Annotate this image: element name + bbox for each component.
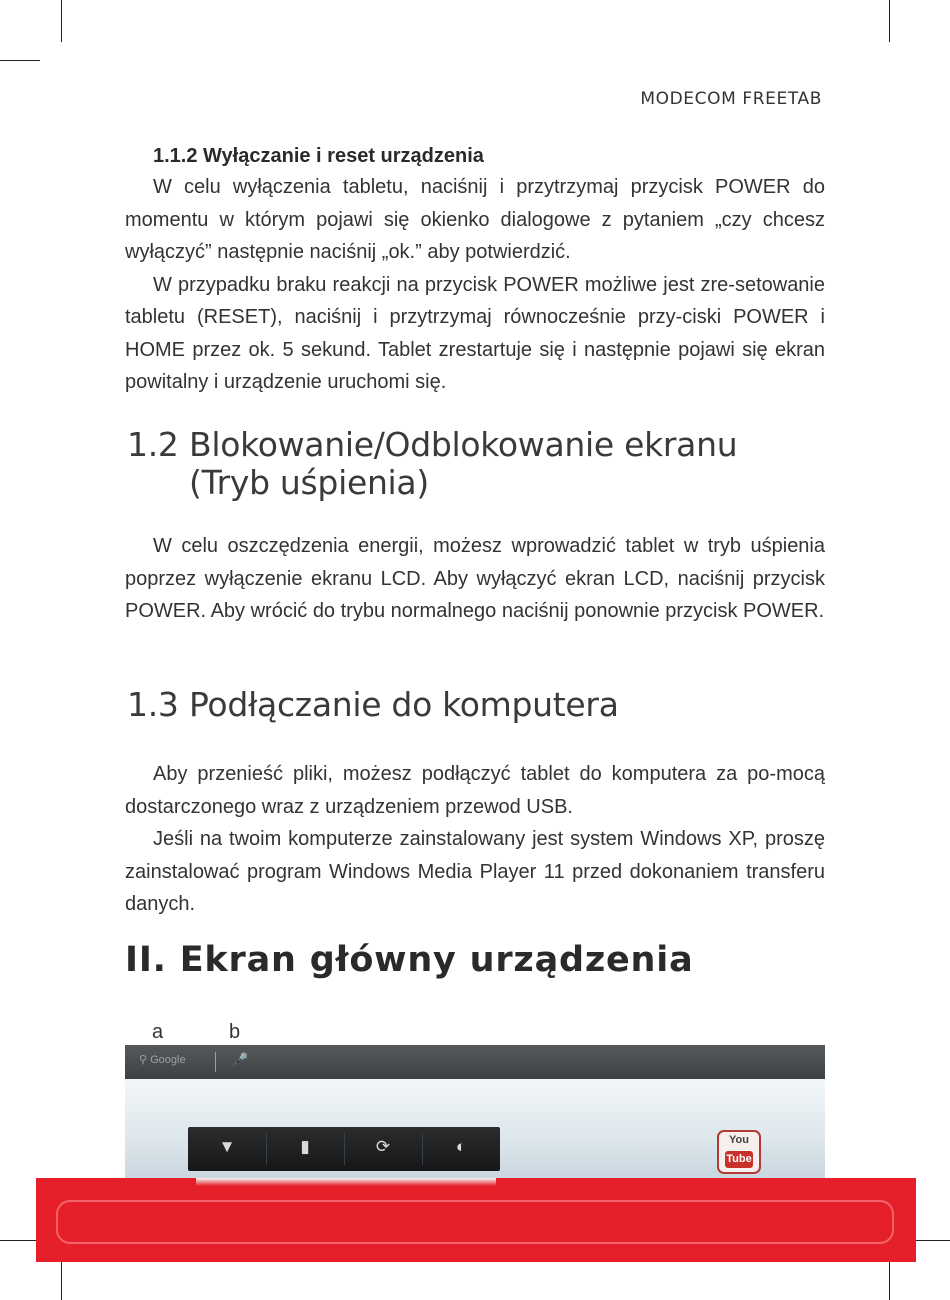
quick-settings-bar	[188, 1127, 500, 1171]
section-body-1-3	[125, 758, 825, 921]
divider	[215, 1052, 216, 1072]
sync-icon: ⟳	[375, 1137, 391, 1156]
footer-frame	[56, 1200, 894, 1244]
crop-mark	[889, 1258, 890, 1300]
crop-mark	[61, 1258, 62, 1300]
chapter-heading: II. Ekran główny urządzenia	[125, 940, 694, 980]
crop-mark	[0, 1240, 40, 1241]
section-heading-1-2	[127, 426, 737, 502]
footer-notch	[196, 1178, 496, 1186]
paragraph: W celu wyłączenia tabletu, naciśnij i przytrzymaj przycisk POWER do momentu w którym pojawi się okienko dialogowe z pytaniem „czy chcesz wyłączyć” następnie naciśnij „ok.” aby potwierdzić.	[125, 176, 825, 263]
section-title: Podłączanie do komputera	[189, 685, 619, 724]
search-icon: ⚲	[139, 1054, 148, 1066]
paragraph: Jeśli na twoim komputerze zainstalowany jest system Windows XP, proszę zainstalować program Windows Media Player 11 przed dokonaniem transferu danych.	[125, 828, 825, 915]
youtube-icon-text: You	[729, 1134, 749, 1146]
paragraph: Aby przenieść pliki, możesz podłączyć tablet do komputera za po-mocą dostarczonego wraz z urządzeniem przewod USB.	[125, 763, 825, 818]
subsection-body	[125, 171, 825, 399]
youtube-icon	[717, 1130, 761, 1174]
section-number: 1.3	[127, 685, 179, 724]
footer-band	[36, 1178, 916, 1262]
paragraph: W celu oszczędzenia energii, możesz wprowadzić tablet w tryb uśpienia poprzez wyłączenie ekranu LCD. Aby wyłączyć ekran LCD, naciśnij przycisk POWER. Aby wrócić do trybu normalnego naciśnij ponownie przycisk POWER.	[125, 535, 825, 622]
section-heading-1-3	[127, 686, 619, 724]
brightness-icon: ◐	[455, 1137, 467, 1156]
section-number: 1.2	[127, 425, 179, 464]
section-title: Blokowanie/Odblokowanie ekranu	[189, 425, 738, 464]
crop-mark	[889, 0, 890, 42]
crop-mark	[0, 60, 40, 61]
youtube-icon-text: Tube	[725, 1151, 753, 1168]
system-bar	[125, 1045, 825, 1079]
paragraph: W przypadku braku reakcji na przycisk POWER możliwe jest zre-setowanie tabletu (RESET), naciśnij i przytrzymaj równocześnie przy-ciski POWER i HOME przez ok. 5 sekund. Tablet zrestartuje się i następnie pojawi się ekran powitalny i urządzenie uruchomi się.	[125, 273, 825, 393]
google-search-widget	[139, 1053, 186, 1066]
running-header: MODECOM FREETAB	[640, 89, 822, 109]
section-title-continued: (Tryb uśpienia)	[189, 463, 429, 502]
battery-icon: ▮	[300, 1137, 310, 1156]
search-text: Google	[150, 1054, 186, 1066]
microphone-icon: 🎤	[232, 1052, 249, 1067]
wifi-icon: ▼	[218, 1137, 236, 1156]
section-body-1-2	[125, 530, 825, 628]
figure-label-b: b	[229, 1021, 241, 1043]
crop-mark	[910, 1240, 950, 1241]
crop-mark	[61, 0, 62, 42]
home-screen-figure	[125, 1045, 825, 1180]
figure-label-a: a	[152, 1021, 164, 1043]
subsection-heading: 1.1.2 Wyłączanie i reset urządzenia	[153, 145, 484, 167]
